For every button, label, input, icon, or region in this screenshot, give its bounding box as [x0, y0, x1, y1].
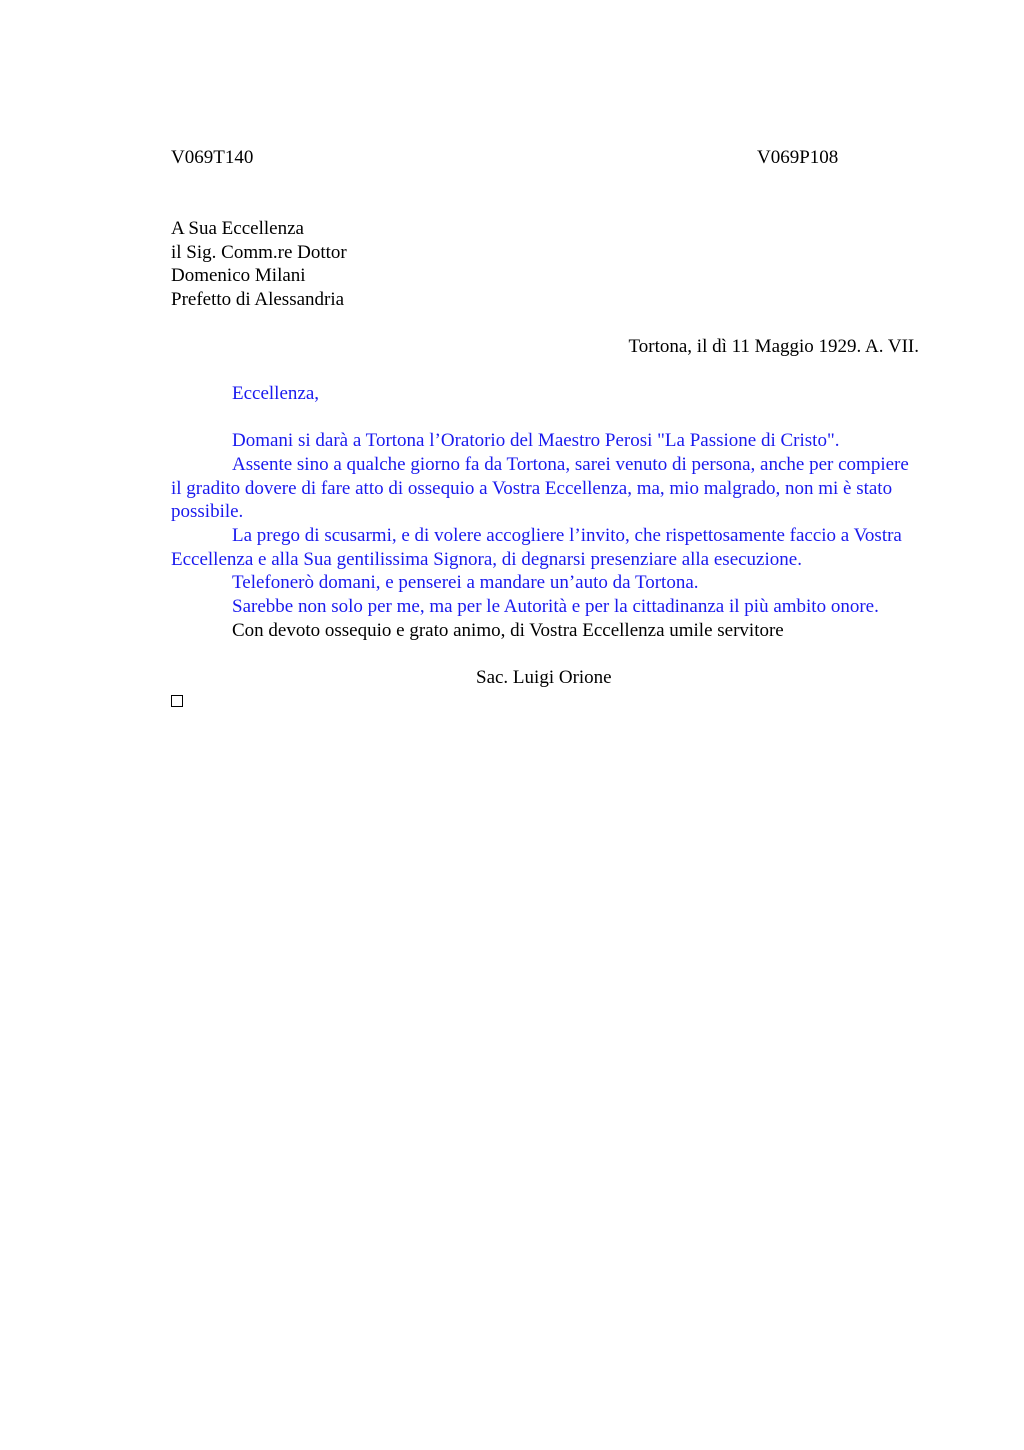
- address-line: Domenico Milani: [171, 265, 306, 287]
- empty-square-icon: [171, 695, 183, 707]
- letter-body: [171, 429, 919, 642]
- body-paragraph: Telefonerò domani, e penserei a mandare un’auto da Tortona.: [232, 572, 699, 594]
- body-paragraph: La prego di scusarmi, e di volere accogliere l’invito, che rispettosamente faccio a Vostra Eccellenza e alla Sua gentilissima Signora, di degnarsi presenziare alla esecuzione.: [171, 525, 902, 570]
- closing-line: Con devoto ossequio e grato animo, di Vostra Eccellenza umile servitore: [232, 619, 784, 641]
- recipient-address: [171, 217, 919, 312]
- body-paragraph: Sarebbe non solo per me, ma per le Autorità e per la cittadinanza il più ambito onore.: [232, 596, 879, 618]
- body-paragraph: Domani si darà a Tortona l’Oratorio del Maestro Perosi "La Passione di Cristo".: [232, 430, 840, 452]
- address-line: A Sua Eccellenza: [171, 218, 304, 239]
- letter-page: [171, 146, 919, 707]
- reference-code-right: V069P108: [757, 147, 839, 168]
- address-line: il Sig. Comm.re Dottor: [171, 241, 347, 263]
- address-line: Prefetto di Alessandria: [171, 289, 345, 311]
- reference-code-left: V069T140: [171, 147, 254, 168]
- salutation: Eccellenza,: [232, 382, 320, 404]
- signature: Sac. Luigi Orione: [476, 666, 612, 688]
- body-paragraph: Assente sino a qualche giorno fa da Tortona, sarei venuto di persona, anche per compiere il gradito dovere di fare atto di ossequio a Vostra Eccellenza, ma, mio malgrado, non mi è stato possibile.: [171, 453, 909, 523]
- reference-header: [171, 146, 919, 170]
- date-line: Tortona, il dì 11 Maggio 1929. A. VII.: [628, 335, 919, 357]
